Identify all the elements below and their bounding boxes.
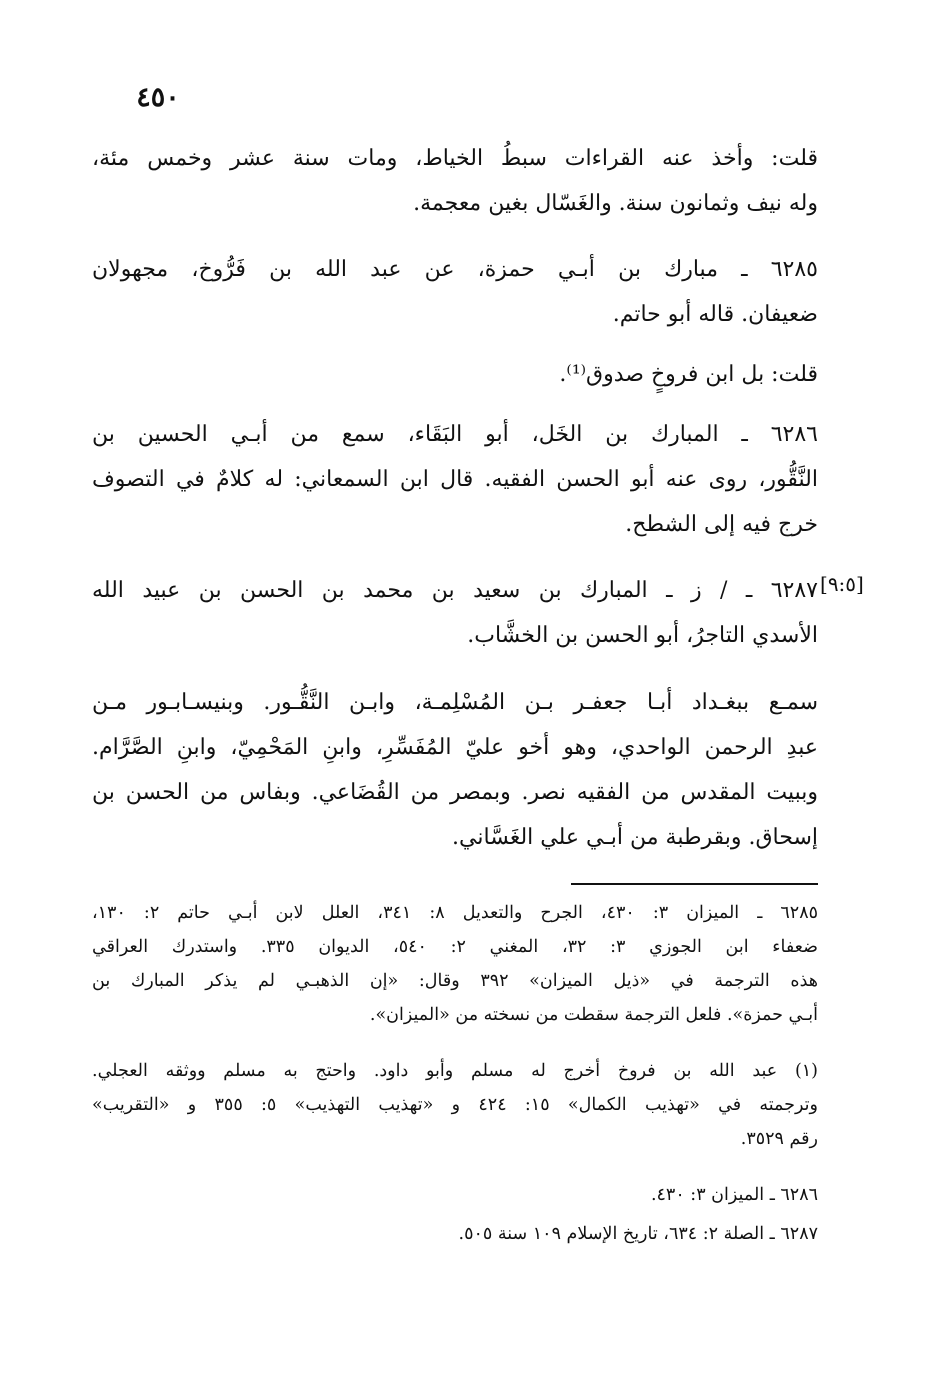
page-number: ٤٥٠ <box>136 82 180 113</box>
paragraph <box>92 680 818 860</box>
entry-6286 <box>92 412 818 547</box>
text-line: خرج فيه إلى الشطح. <box>625 512 818 537</box>
footnote-6287 <box>92 1217 818 1251</box>
footnote-1 <box>92 1054 818 1156</box>
entry-6287 <box>92 568 818 658</box>
text-line: ٦٢٨٧ ـ / ز ـ المبارك بن سعيد بن محمد بن الحسن بن عبيد الله <box>92 578 818 603</box>
text-line: قلت: وأخذ عنه القراءات سبطُ الخياط، ومات سنة عشر وخمس مئة، <box>92 146 819 171</box>
entry-6285 <box>92 247 818 337</box>
footnote-divider <box>571 883 818 885</box>
margin-reference: [٩:٥] <box>820 572 864 596</box>
text-line: الأسدي التاجرُ، أبو الحسن بن الخشَّاب. <box>467 623 818 648</box>
text-line: ٦٢٨٥ ـ مبارك بن أبـي حمزة، عن عبد الله بن فَرُّوخ، مجهولان <box>92 257 818 282</box>
text-line: ضعيفان. قاله أبو حاتم. <box>612 302 818 327</box>
text-line: النَّقُّور، روى عنه أبو الحسن الفقيه. قال ابن السمعاني: له كلامٌ في التصوف <box>92 467 818 492</box>
footnote-6285 <box>92 896 818 1032</box>
text-line: سمـع ببغـداد أبـا جعفـر بـن المُسْلِمـة، وابـن النَّقُّـور. وبنيسـابـور مـن <box>92 690 818 715</box>
footnote-line: ٦٢٨٦ ـ الميزان ٣: ٤٣٠. <box>650 1185 818 1205</box>
text-line: وببيت المقدس من الفقيه نصر. وبمصر من القُضَاعي. وبفاس من الحسن بن <box>92 780 818 805</box>
text-line: إسحاق. وبقرطبة من أبـي علي الغَسَّاني. <box>452 825 818 850</box>
footnote-6286 <box>92 1178 818 1212</box>
footnote-line: رقم ٣٥٢٩. <box>740 1129 818 1149</box>
footnote-line: (١) عبد الله بن فروخ أخرج له مسلم وأبو داود. واحتج به مسلم ووثقه العجلي. <box>92 1061 818 1081</box>
text-line: وله نيف وثمانون سنة. والغَسّال بغين معجمة. <box>413 191 818 216</box>
footnote-line: ضعفاء ابن الجوزي ٣: ٣٢، المغني ٢: ٥٤٠، الديوان ٣٣٥. واستدرك العراقي <box>92 937 818 957</box>
paragraph <box>92 352 818 397</box>
footnote-line: ٦٢٨٥ ـ الميزان ٣: ٤٣٠، الجرح والتعديل ٨: ٣٤١، العلل لابن أبـي حاتم ٢: ١٣٠، <box>92 903 818 923</box>
text-line: عبدِ الرحمن الواحدي، وهو أخو عليّ المُفَسِّرِ، وابنِ المَحْمِيّ، وابنِ الصَّرَّام. <box>92 735 818 760</box>
footnote-line: وترجمته في «تهذيب الكمال» ١٥: ٤٢٤ و «تهذيب التهذيب» ٥: ٣٥٥ و «التقريب» <box>92 1095 818 1115</box>
paragraph <box>92 136 818 226</box>
text-line: قلت: بل ابن فروخٍ صدوق⁽¹⁾. <box>559 362 818 387</box>
footnote-line: هذه الترجمة في «ذيل الميزان» ٣٩٢ وقال: «إن الذهبـي لم يذكر المبارك بن <box>92 971 819 991</box>
footnote-line: ٦٢٨٧ ـ الصلة ٢: ٦٣٤، تاريخ الإسلام ١٠٩ سنة ٥٠٥. <box>458 1224 818 1244</box>
text-line: ٦٢٨٦ ـ المبارك بن الخَل، أبو البَقَاء، سمع من أبـي الحسين بن <box>92 422 818 447</box>
footnote-line: أبـي حمزة». فلعل الترجمة سقطت من نسخته من «الميزان». <box>369 1005 818 1025</box>
